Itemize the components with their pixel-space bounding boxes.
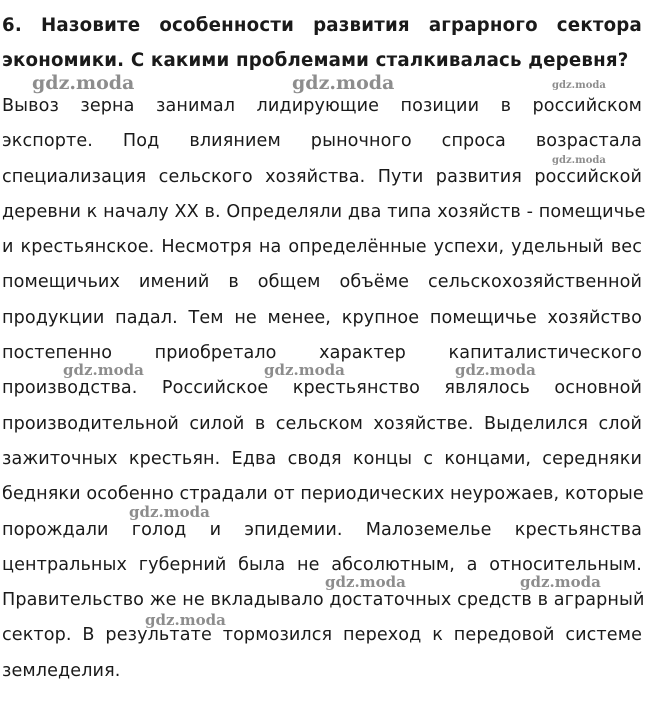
question-heading [2, 8, 642, 78]
answer-line-3: специализация сельского хозяйства. Пути развития российской [2, 166, 642, 187]
watermark: gdz.moda [292, 72, 395, 94]
watermark: gdz.moda [32, 72, 135, 94]
question-line-1: 6. Назовите особенности развития аграрного сектора [2, 15, 642, 36]
answer-line-8: постепенно приобретало характер капиталистического [2, 343, 642, 364]
watermark: gdz.moda [264, 361, 345, 379]
watermark: gdz.moda [552, 155, 606, 166]
answer-paragraph [2, 89, 646, 689]
answer-line-4: деревни к началу XX в. Определяли два типа хозяйств - помещичье [2, 201, 646, 222]
watermark: gdz.moda [552, 80, 606, 91]
answer-line-15: Правительство же не вкладывало достаточных средств в аграрный [2, 590, 645, 611]
watermark: gdz.moda [63, 361, 144, 379]
question-line-2: экономики. С какими проблемами сталкивалась деревня? [2, 50, 629, 71]
watermark: gdz.moda [520, 573, 601, 591]
answer-line-16: сектор. В результате тормозился переход к передовой системе [2, 625, 642, 646]
watermark: gdz.moda [145, 611, 226, 629]
answer-line-14: центральных губерний была не абсолютным, а относительным. [2, 554, 642, 575]
answer-line-7: продукции падал. Тем не менее, крупное помещичье хозяйство [2, 307, 642, 328]
answer-line-6: помещичьих имений в общем объёме сельскохозяйственной [2, 272, 642, 293]
answer-line-1: Вывоз зерна занимал лидирующие позиции в российском [2, 96, 642, 116]
answer-line-9: производства. Российское крестьянство являлось основной [2, 378, 642, 399]
answer-line-10: производительной силой в сельском хозяйстве. Выделился слой [2, 413, 642, 434]
watermark: gdz.moda [325, 573, 406, 591]
answer-line-13: порождали голод и эпидемии. Малоземелье крестьянства [2, 519, 642, 540]
answer-line-17: земледелия. [2, 660, 121, 681]
answer-line-11: зажиточных крестьян. Едва сводя концы с концами, середняки [2, 448, 642, 469]
watermark: gdz.moda [455, 361, 536, 379]
answer-line-12: бедняки особенно страдали от периодических неурожаев, которые [2, 484, 644, 505]
answer-line-2: экспорте. Под влиянием рыночного спроса возрастала [2, 131, 642, 152]
watermark: gdz.moda [129, 503, 210, 521]
answer-line-5: и крестьянское. Несмотря на определённые успехи, удельный вес [2, 237, 642, 258]
